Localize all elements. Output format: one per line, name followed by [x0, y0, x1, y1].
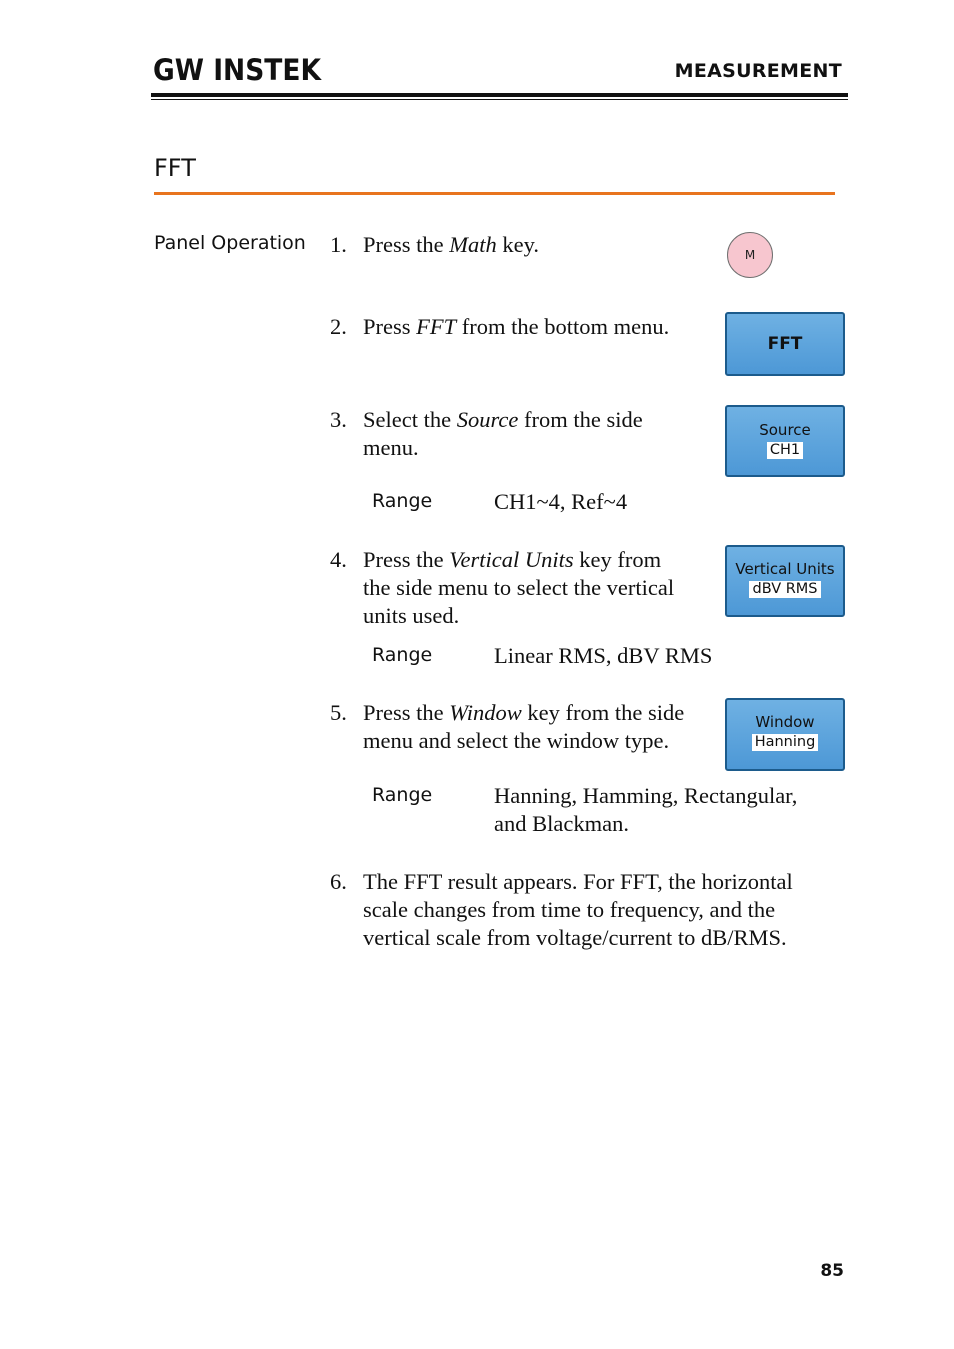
range-label-2: Range	[372, 644, 433, 666]
header-section-title: MEASUREMENT	[674, 60, 842, 82]
window-menu-button[interactable]: Window Hanning	[725, 698, 845, 771]
page-number: 85	[820, 1261, 844, 1281]
source-value: CH1	[767, 442, 803, 459]
svg-text:GW INSTEK: GW INSTEK	[153, 54, 323, 84]
panel-operation-label: Panel Operation	[154, 232, 306, 254]
step-4: 4. Press the Vertical Units key from the side menu to select the vertical units used.	[330, 547, 675, 628]
fft-menu-button[interactable]: FFT	[725, 312, 845, 376]
range-value-1: CH1~4, Ref~4	[494, 489, 628, 514]
step-1: 1. Press the Math key.	[330, 232, 540, 257]
gw-instek-logo	[153, 54, 323, 84]
header-rule-thin	[151, 99, 848, 100]
step-2: 2. Press FFT from the bottom menu.	[330, 314, 670, 339]
math-key-button[interactable]: M	[727, 232, 773, 278]
step-5: 5. Press the Window key from the side menu and select the window type.	[330, 700, 685, 753]
section-title: FFT	[154, 154, 196, 182]
range-value-3: Hanning, Hamming, Rectangular, and Blackman.	[494, 783, 798, 836]
step-3: 3. Select the Source from the side menu.	[330, 407, 643, 460]
range-label-1: Range	[372, 490, 433, 512]
vertical-units-value: dBV RMS	[749, 581, 820, 598]
header-rule	[151, 93, 848, 97]
range-value-2: Linear RMS, dBV RMS	[494, 643, 713, 668]
source-menu-button[interactable]: Source CH1	[725, 405, 845, 477]
window-value: Hanning	[752, 734, 819, 751]
range-label-3: Range	[372, 784, 433, 806]
step-6: 6. The FFT result appears. For FFT, the horizontal scale changes from time to frequency, and the vertical scale from voltage/current to dB/RMS.	[330, 869, 793, 950]
section-rule	[154, 192, 835, 195]
vertical-units-menu-button[interactable]: Vertical Units dBV RMS	[725, 545, 845, 617]
